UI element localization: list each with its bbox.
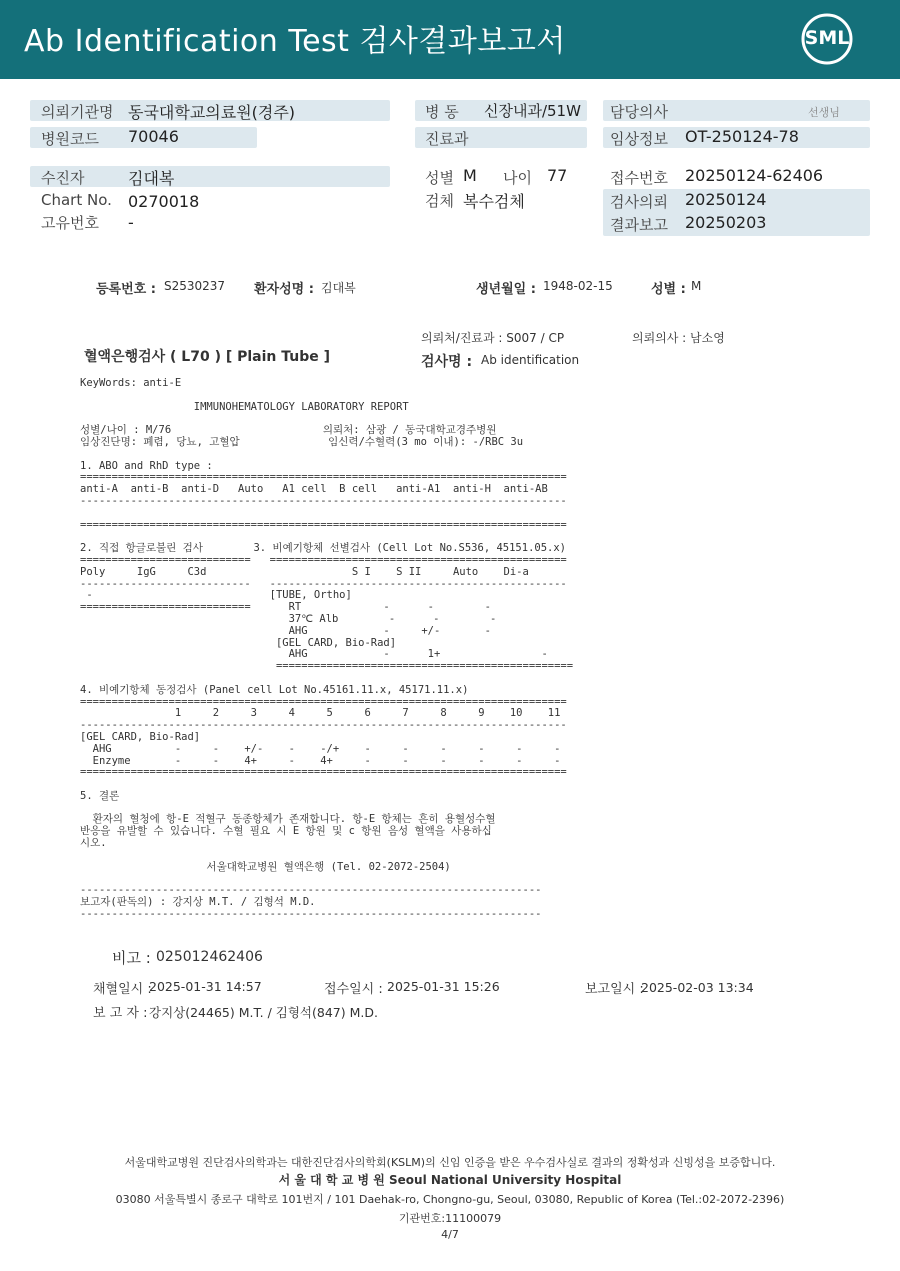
sex-label: 성별 — [425, 169, 454, 187]
page-number: 4/7 — [441, 1228, 459, 1241]
report-line: --------------------------- ----------------------------------------------- — [80, 577, 567, 590]
institution-number: 기관번호:11100079 — [398, 1212, 502, 1225]
report-line: AHG - 1+ - — [80, 648, 548, 661]
report-line: AHG - +/- - — [80, 624, 491, 637]
reporter-label: 보 고 자 : — [93, 1006, 148, 1021]
report-line: 1. ABO and RhD type : — [80, 459, 213, 472]
remark-label: 비고 : — [112, 949, 151, 967]
report-date-label: 결과보고 — [610, 216, 668, 234]
referral-info: 의뢰처/진료과 : S007 / CP — [421, 331, 565, 345]
report-line: Enzyme - - 4+ - 4+ - - - - - - — [80, 754, 561, 767]
report-line: 2. 직접 항글로불린 검사 3. 비예기항체 선별검사 (Cell Lot No.S536, 45151.05.x) — [80, 542, 567, 555]
hospital-code-label: 병원코드 — [41, 130, 99, 148]
report-date-value: 20250203 — [685, 213, 767, 232]
request-date-label: 검사의뢰 — [610, 193, 668, 211]
chart-no-label: Chart No. — [41, 191, 112, 209]
report-line: 환자의 혈청에 항-E 적혈구 동종항체가 존재합니다. 항-E 항체는 흔히 용혈성수혈 — [80, 813, 496, 826]
report-title: Ab Identification Test 검사결과보고서 — [24, 24, 566, 59]
report-line: ============================================================================= — [80, 695, 567, 708]
report-line — [80, 850, 573, 862]
report-time-value: 2025-02-03 13:34 — [641, 980, 754, 995]
patient-value: 김대복 — [128, 169, 175, 188]
sml-logo — [800, 12, 854, 66]
report-line: Poly IgG C3d S I S II Auto Di-a — [80, 565, 529, 578]
doc-sex-label: 성별 : — [651, 282, 686, 297]
report-line: ----------------------------------------------------------------------------- — [80, 719, 567, 732]
age-label: 나이 — [503, 169, 532, 187]
sex-value: M — [463, 166, 477, 185]
patient-label: 수진자 — [41, 169, 85, 187]
report-line — [80, 449, 573, 461]
lab-report-text — [80, 378, 573, 921]
report-line: IMMUNOHEMATOLOGY LABORATORY REPORT — [80, 400, 409, 413]
report-time-label: 보고일시 : — [585, 982, 644, 997]
reg-no-value: S2530237 — [164, 279, 226, 293]
clinical-value: OT-250124-78 — [685, 127, 799, 146]
report-line — [80, 779, 573, 791]
hospital-name: 서 울 대 학 교 병 원 Seoul National University Hospital — [278, 1173, 622, 1187]
report-line: ============================================================================= — [80, 766, 567, 779]
logo-text: SML — [804, 27, 850, 49]
report-line: KeyWords: anti-E — [80, 377, 182, 389]
report-line: 반응을 유발할 수 있습니다. 수혈 필요 시 E 항원 및 c 항원 음성 혈액을 사용하십 — [80, 825, 492, 838]
report-line: =============================================== — [80, 660, 574, 673]
report-line: [GEL CARD, Bio-Rad] — [80, 636, 397, 649]
ward-label: 병 동 — [425, 103, 459, 121]
report-line: 서울대학교병원 혈액은행 (Tel. 02-2072-2504) — [80, 860, 451, 873]
unique-no-value: - — [128, 213, 134, 232]
hospital-code-value: 70046 — [128, 127, 179, 146]
certification-text: 서울대학교병원 진단검사의학과는 대한진단검사의학회(KSLM)의 신임 인증을 받은 우수검사실로 결과의 정확성과 신빙성을 보증합니다. — [124, 1156, 776, 1169]
receive-value: 2025-01-31 15:26 — [387, 979, 500, 994]
institution-value: 동국대학교의료원(경주) — [128, 103, 296, 122]
hospital-address: 03080 서울특별시 종로구 대학로 101번지 / 101 Daehak-ro, Chongno-gu, Seoul, 03080, Republic of Korea (Tel.:02-2072-2396) — [115, 1193, 785, 1206]
report-line: ----------------------------------------------------------------------------- — [80, 494, 567, 507]
patient-name-label: 환자성명 : — [254, 282, 314, 297]
test-name-value: Ab identification — [481, 353, 580, 367]
report-line: 임상진단명: 폐렴, 당뇨, 고혈압 임신력/수혈력(3 mo 이내): -/RBC 3u — [80, 435, 524, 448]
report-line: [GEL CARD, Bio-Rad] — [80, 730, 201, 743]
report-line: 37℃ Alb - - - — [80, 612, 497, 625]
receive-label: 접수일시 : — [324, 982, 383, 997]
report-line: - [TUBE, Ortho] — [80, 589, 352, 602]
receipt-no-value: 20250124-62406 — [685, 166, 824, 185]
report-line: 4. 비예기항체 동정검사 (Panel cell Lot No.45161.11.x, 45171.11.x) — [80, 683, 469, 696]
dob-value: 1948-02-15 — [543, 279, 613, 293]
test-title: 혈액은행검사 ( L70 ) [ Plain Tube ] — [84, 349, 331, 365]
clinical-label: 임상정보 — [610, 130, 668, 148]
receipt-no-label: 접수번호 — [610, 169, 668, 187]
report-line: 5. 결론 — [80, 789, 120, 802]
doctor-label: 담당의사 — [610, 103, 668, 121]
dob-label: 생년월일 : — [476, 282, 536, 297]
doc-sex-value: M — [691, 279, 702, 293]
report-line: anti-A anti-B anti-D Auto A1 cell B cell anti-A1 anti-H anti-AB — [80, 483, 548, 496]
report-line: =========================== RT - - - — [80, 601, 491, 614]
report-line: ============================================================================= — [80, 471, 567, 484]
report-line: 시오. — [80, 837, 107, 850]
specimen-label: 검체 — [425, 192, 454, 210]
reporter-value: 강지상(24465) M.T. / 김형석(847) M.D. — [149, 1005, 378, 1020]
department-label: 진료과 — [425, 130, 469, 148]
reg-no-label: 등록번호 : — [96, 282, 156, 297]
collect-label: 채혈일시 : — [93, 982, 152, 997]
test-name-label: 검사명 : — [421, 354, 473, 370]
report-line: 보고자(판독의) : 강지상 M.T. / 김형석 M.D. — [80, 896, 316, 909]
report-line: AHG - - +/- - -/+ - - - - - - — [80, 742, 561, 755]
header-banner — [0, 0, 900, 79]
chart-no-value: 0270018 — [128, 192, 200, 211]
age-value: 77 — [547, 166, 568, 185]
report-line: 성별/나이 : M/76 의뢰처: 삼광 / 동국대학교경주병원 — [80, 424, 497, 437]
request-date-value: 20250124 — [685, 190, 767, 209]
remark-value: 025012462406 — [156, 949, 263, 965]
report-line: =========================== =============================================== — [80, 553, 567, 566]
ward-value: 신장내과/51W — [484, 102, 581, 120]
report-line — [80, 390, 573, 402]
report-line — [80, 508, 573, 520]
report-line: ============================================================================= — [80, 518, 567, 531]
report-line: ------------------------------------------------------------------------- — [80, 907, 542, 920]
report-line: 1 2 3 4 5 6 7 8 9 10 11 — [80, 707, 561, 720]
patient-name-value: 김대복 — [321, 281, 356, 295]
report-line: ------------------------------------------------------------------------- — [80, 884, 542, 897]
unique-no-label: 고유번호 — [41, 214, 99, 232]
collect-value: 2025-01-31 14:57 — [149, 979, 262, 994]
referring-doctor: 의뢰의사 : 남소영 — [632, 331, 725, 345]
report-line — [80, 673, 573, 685]
doctor-value: 선생님 — [808, 106, 840, 119]
specimen-value: 복수검체 — [463, 192, 525, 211]
institution-label: 의뢰기관명 — [41, 103, 114, 121]
